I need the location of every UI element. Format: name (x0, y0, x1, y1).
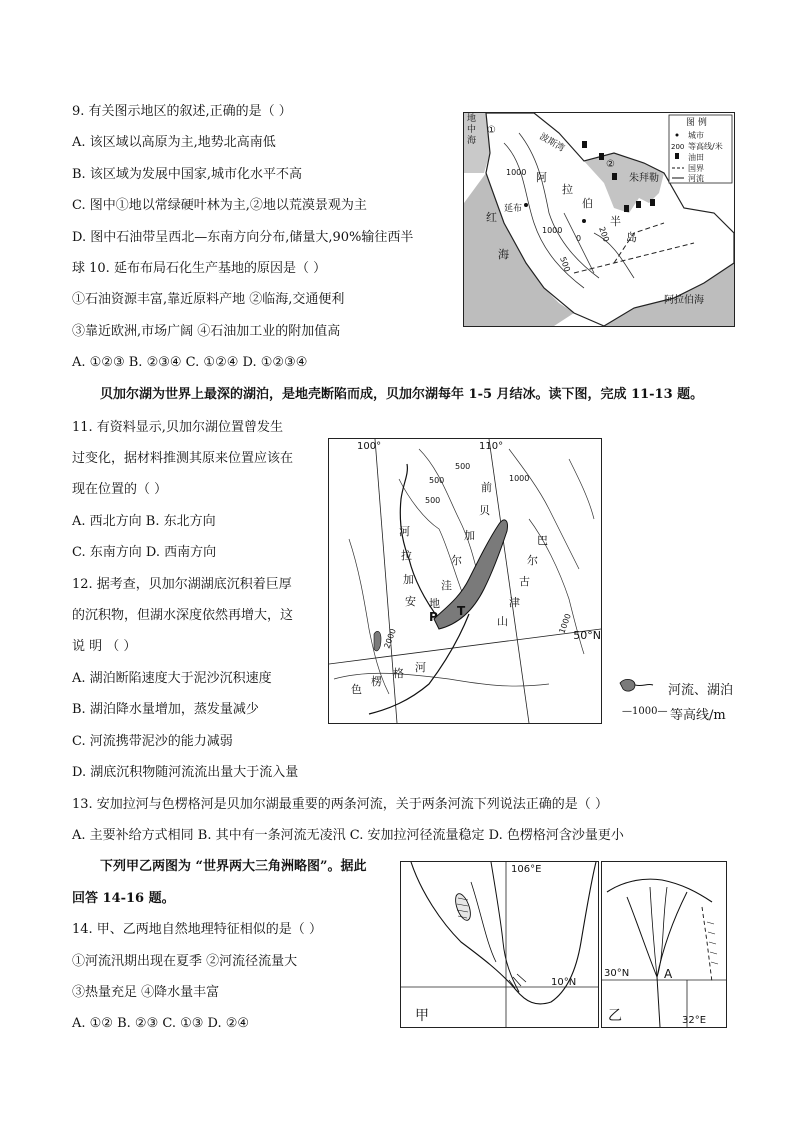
contour-2000: 2000 (382, 627, 398, 650)
label-he2: 河 (415, 661, 426, 674)
label-la: 拉 (562, 183, 573, 196)
baikal-intro: 贝加尔湖为世界上最深的湖泊，是地壳断陷而成，贝加尔湖每年 1-5 月结冰。读下图，完成 11-13 题。 (100, 387, 704, 402)
q14-options-12: ①河流汛期出现在夏季 ②河流径流量大 (72, 954, 298, 969)
label-an: 安 (405, 595, 416, 608)
label-red: 红 (486, 211, 497, 224)
label-shan: 山 (497, 615, 508, 628)
contour-1000-a: 1000 (509, 474, 530, 483)
q9-option-a: A. 该区域以高原为主,地势北高南低 (72, 135, 276, 150)
label-10N: 10°N (551, 977, 577, 988)
q14-options-34: ③热量充足 ④降水量丰富 (72, 985, 220, 1000)
q10-stem: 球 10. 延布布局石化生产基地的原因是（ ） (72, 261, 327, 276)
label-T: T (457, 604, 466, 618)
contour-1000-b: 1000 (542, 226, 563, 235)
label-106E: 106°E (511, 864, 542, 875)
legend-border: 国界 (688, 164, 704, 173)
label-ba: 巴 (537, 534, 548, 547)
label-arab: 阿 (536, 171, 547, 184)
legend-river: 河流 (688, 174, 704, 183)
label-yi: 乙 (608, 1008, 622, 1024)
q11-line-1: 11. 有资料显示,贝加尔湖位置曾发生 (72, 420, 283, 435)
arabian-peninsula-map (463, 112, 735, 327)
label-leng: 楞 (371, 675, 382, 688)
label-zhubaile: 朱拜勒 (629, 173, 659, 184)
q10-choices: A. ①②③ B. ②③④ C. ①②④ D. ①②③④ (72, 355, 308, 370)
q10-options-34: ③靠近欧洲,市场广阔 ④石油加工业的附加值高 (72, 324, 341, 339)
label-dao: 岛 (626, 231, 637, 244)
label-jia: 甲 (415, 1008, 429, 1024)
delta-map-jia (400, 861, 599, 1028)
q11-options-ab: A. 西北方向 B. 东北方向 (72, 514, 216, 529)
legend-contour: 等高线/米 (688, 142, 723, 151)
label-ge: 格 (393, 667, 404, 680)
q14-stem: 14. 甲、乙两地自然地理特征相似的是（ ） (72, 922, 322, 937)
q13-choices: A. 主要补给方式相同 B. 其中有一条河流无凌汛 C. 安加拉河径流量稳定 D. 色楞格河含沙量更小 (72, 828, 624, 843)
contour-500: 500 (558, 255, 572, 274)
contour-1000-a: 1000 (506, 168, 527, 177)
label-di: 地 (429, 597, 440, 610)
label-gu: 古 (519, 575, 530, 588)
legend-contour-label: 等高线/m (670, 708, 726, 723)
label-A: A (664, 967, 673, 981)
q12-option-c: C. 河流携带泥沙的能力减弱 (72, 734, 233, 749)
legend-contour-sample: —1000— (622, 706, 668, 717)
label-er: 尔 (451, 554, 462, 567)
q12-option-d: D. 湖底沉积物随河流流出量大于流入量 (72, 765, 299, 780)
legend-oil: 油田 (688, 153, 704, 162)
q12-line-3: 说 明 （ ） (72, 639, 137, 654)
label-he: 河 (399, 525, 410, 538)
label-sea: 海 (498, 248, 509, 261)
label-persian-gulf: 波斯湾 (537, 131, 566, 155)
contour-1000-b: 1000 (557, 612, 573, 635)
contour-500-b: 500 (429, 476, 445, 485)
label-mediterranean: 地 中 海 (467, 114, 477, 146)
legend-contour-value: 200 (671, 143, 685, 151)
label-lon-100: 100° (357, 441, 382, 452)
label-jia: 加 (464, 529, 475, 542)
delta-intro-1: 下列甲乙两图为 “世界两大三角洲略图”。据此 (100, 859, 367, 874)
q12-line-2: 的沉积物，但湖水深度依然再增大，这 (72, 608, 294, 623)
label-lat-50: 50°N (573, 629, 601, 642)
q10-options-12: ①石油资源丰富,靠近原料产地 ②临海,交通便利 (72, 292, 345, 307)
q12-option-b: B. 湖泊降水量增加，蒸发量减少 (72, 702, 259, 717)
label-30N: 30°N (604, 968, 630, 979)
label-wa: 洼 (441, 579, 452, 592)
baikal-map (328, 438, 602, 724)
contour-500-a: 500 (455, 462, 471, 471)
label-ban: 半 (610, 215, 621, 228)
label-32E: 32°E (682, 1015, 707, 1026)
label-circle-2: ② (606, 159, 615, 170)
contour-200: 200 (597, 225, 611, 244)
q12-option-a: A. 湖泊断陷速度大于泥沙沉积速度 (72, 671, 272, 686)
label-jia2: 加 (403, 573, 414, 586)
q14-choices: A. ①② B. ②③ C. ①③ D. ②④ (72, 1016, 250, 1031)
q11-line-2: 过变化，据材料推测其原来位置应该在 (72, 451, 294, 466)
q9-option-b: B. 该区域为发展中国家,城市化水平不高 (72, 167, 302, 182)
label-jin: 津 (509, 596, 520, 609)
contour-0: 0 (576, 234, 582, 243)
label-P: P (429, 610, 438, 624)
q9-option-d: D. 图中石油带呈西北—东南方向分布,储量大,90%输往西半 (72, 230, 414, 245)
label-lon-110: 110° (479, 441, 504, 452)
label-yanbu: 延布 (504, 204, 523, 214)
delta-intro-2: 回答 14-16 题。 (72, 891, 175, 906)
delta-map-yi (601, 861, 727, 1028)
legend-city: 城市 (688, 131, 704, 140)
label-se: 色 (351, 683, 362, 696)
label-bei: 贝 (479, 504, 490, 517)
legend-title: 图 例 (686, 118, 707, 128)
q11-line-3: 现在位置的（ ） (72, 482, 168, 497)
q13-stem: 13. 安加拉河与色楞格河是贝加尔湖最重要的两条河流，关于两条河流下列说法正确的是（ ） (72, 797, 608, 812)
contour-500-c: 500 (425, 496, 441, 505)
label-circle-1: ① (487, 125, 496, 136)
legend-river-lake: 河流、湖泊 (668, 683, 734, 698)
q9-option-c: C. 图中①地以常绿硬叶林为主,②地以荒漠景观为主 (72, 198, 367, 213)
q11-options-cd: C. 东南方向 D. 西南方向 (72, 545, 217, 560)
label-arabian-sea: 阿拉伯海 (664, 295, 704, 306)
label-med-1: 地 (467, 114, 477, 124)
q9-stem: 9. 有关图示地区的叙述,正确的是（ ） (72, 104, 292, 119)
q12-line-1: 12. 据考查，贝加尔湖湖底沉积着巨厚 (72, 577, 292, 592)
label-la: 拉 (401, 549, 412, 562)
label-er2: 尔 (527, 554, 538, 567)
label-qian: 前 (481, 481, 492, 494)
label-bo: 伯 (582, 197, 593, 210)
